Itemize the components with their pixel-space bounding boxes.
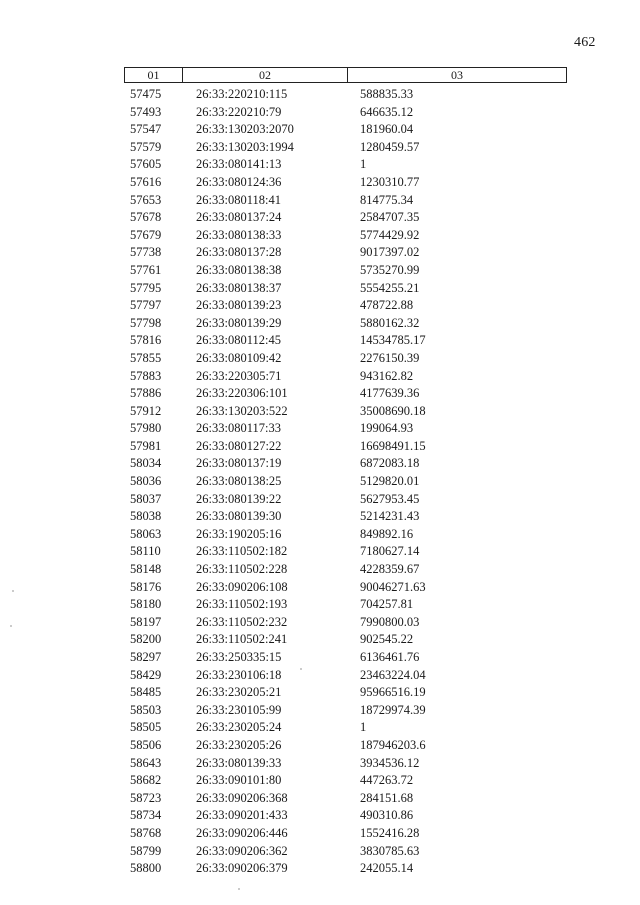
table-cell-1: 58180 xyxy=(130,597,162,612)
table-cell-3: 3934536.12 xyxy=(360,755,420,770)
table-cell-3: 1 xyxy=(360,720,367,735)
table-row xyxy=(0,614,640,632)
table-cell-2: 26:33:220210:115 xyxy=(196,87,288,101)
table-cell-3: 35008690.18 xyxy=(360,403,426,418)
table-cell-1: 57738 xyxy=(130,245,162,260)
table-row xyxy=(0,403,640,421)
table-cell-3: 478722.88 xyxy=(360,298,414,313)
table-cell-3: 588835.33 xyxy=(360,87,414,101)
table-cell-1: 57912 xyxy=(130,403,162,418)
table-cell-2: 26:33:230205:24 xyxy=(196,720,282,735)
table-cell-3: 3830785.63 xyxy=(360,843,420,858)
table-row xyxy=(0,368,640,386)
table-cell-2: 26:33:090201:433 xyxy=(196,808,288,823)
table-cell-3: 5554255.21 xyxy=(360,280,420,295)
table-cell-1: 57679 xyxy=(130,227,162,242)
table-row xyxy=(0,350,640,368)
table-cell-3: 187946203.6 xyxy=(360,737,426,752)
table-row xyxy=(0,227,640,245)
column-header-03: 03 xyxy=(451,68,463,82)
table-row xyxy=(0,420,640,438)
table-row xyxy=(0,526,640,544)
table-cell-3: 6136461.76 xyxy=(360,650,420,664)
table-cell-3: 447263.72 xyxy=(360,773,414,788)
table-row xyxy=(0,332,640,350)
table-cell-1: 58034 xyxy=(130,456,162,471)
table-cell-2: 26:33:080137:19 xyxy=(196,456,282,471)
table-cell-1: 58176 xyxy=(130,579,162,594)
table-cell-2: 26:33:230205:26 xyxy=(196,737,282,752)
table-row xyxy=(0,543,640,561)
table-header xyxy=(124,67,567,83)
table-cell-1: 58799 xyxy=(130,843,162,858)
table-cell-3: 284151.68 xyxy=(360,790,414,805)
table-cell-2: 26:33:230105:99 xyxy=(196,702,282,717)
table-cell-2: 26:33:090206:446 xyxy=(196,825,288,840)
table-row xyxy=(0,244,640,262)
table-cell-3: 5214231.43 xyxy=(360,509,420,524)
table-cell-3: 5735270.99 xyxy=(360,262,420,277)
table-cell-1: 57980 xyxy=(130,421,162,436)
table-cell-2: 26:33:090206:379 xyxy=(196,861,288,876)
table-cell-2: 26:33:110502:193 xyxy=(196,597,288,612)
table-row xyxy=(0,737,640,755)
table-row xyxy=(0,192,640,210)
table-cell-3: 14534785.17 xyxy=(360,333,426,348)
table-cell-2: 26:33:080109:42 xyxy=(196,350,282,365)
table-row xyxy=(0,508,640,526)
table-row xyxy=(0,860,640,878)
table-cell-1: 58063 xyxy=(130,526,162,541)
table-cell-3: 704257.81 xyxy=(360,597,414,612)
table-cell-3: 199064.93 xyxy=(360,421,414,436)
table-cell-3: 2276150.39 xyxy=(360,350,420,365)
table-cell-3: 4177639.36 xyxy=(360,386,420,401)
table-row xyxy=(0,719,640,737)
table-cell-3: 943162.82 xyxy=(360,368,414,383)
table-cell-1: 58485 xyxy=(130,685,162,700)
table-cell-2: 26:33:080117:33 xyxy=(196,421,281,436)
table-row xyxy=(0,174,640,192)
table-row xyxy=(0,825,640,843)
table-cell-2: 26:33:080118:41 xyxy=(196,192,281,207)
scan-speck xyxy=(300,668,302,670)
table-cell-1: 57816 xyxy=(130,333,162,348)
table-cell-2: 26:33:080141:13 xyxy=(196,157,282,172)
table-cell-1: 58503 xyxy=(130,702,162,717)
table-row xyxy=(0,455,640,473)
table-cell-3: 1230310.77 xyxy=(360,174,420,189)
table-cell-3: 181960.04 xyxy=(360,122,414,137)
table-cell-2: 26:33:090206:108 xyxy=(196,579,288,594)
table-cell-1: 58505 xyxy=(130,720,162,735)
column-header-01: 01 xyxy=(125,68,183,82)
table-cell-3: 1280459.57 xyxy=(360,139,420,154)
table-row xyxy=(0,121,640,139)
table-cell-1: 58734 xyxy=(130,808,162,823)
table-row xyxy=(0,86,640,104)
table-row xyxy=(0,315,640,333)
table-cell-3: 490310.86 xyxy=(360,808,414,823)
table-cell-1: 58197 xyxy=(130,614,162,629)
table-row xyxy=(0,579,640,597)
scan-speck xyxy=(10,625,12,627)
table-cell-1: 58038 xyxy=(130,509,162,524)
table-cell-1: 58429 xyxy=(130,667,162,682)
table-cell-2: 26:33:110502:228 xyxy=(196,562,288,577)
table-cell-2: 26:33:130203:522 xyxy=(196,403,288,418)
table-cell-3: 242055.14 xyxy=(360,861,414,876)
table-row xyxy=(0,385,640,403)
table-cell-2: 26:33:190205:16 xyxy=(196,526,282,541)
table-cell-3: 5880162.32 xyxy=(360,315,420,330)
table-cell-1: 57493 xyxy=(130,104,162,119)
table-cell-3: 2584707.35 xyxy=(360,210,420,225)
table-cell-3: 1 xyxy=(360,157,367,172)
table-cell-2: 26:33:080138:25 xyxy=(196,474,282,489)
table-row xyxy=(0,649,640,667)
table-row xyxy=(0,667,640,685)
scan-speck xyxy=(238,888,240,890)
table-cell-3: 4228359.67 xyxy=(360,562,420,577)
table-cell-1: 58036 xyxy=(130,474,162,489)
table-row xyxy=(0,843,640,861)
table-cell-3: 7180627.14 xyxy=(360,544,420,559)
table-cell-2: 26:33:080139:23 xyxy=(196,298,282,313)
table-row xyxy=(0,702,640,720)
table-cell-2: 26:33:080139:33 xyxy=(196,755,282,770)
table-row xyxy=(0,684,640,702)
table-cell-3: 646635.12 xyxy=(360,104,414,119)
table-cell-3: 7990800.03 xyxy=(360,614,420,629)
table-cell-2: 26:33:110502:232 xyxy=(196,614,288,629)
table-cell-1: 57883 xyxy=(130,368,162,383)
table-cell-1: 58800 xyxy=(130,861,162,876)
table-cell-2: 26:33:080138:33 xyxy=(196,227,282,242)
table-cell-3: 849892.16 xyxy=(360,526,414,541)
table-cell-1: 58506 xyxy=(130,737,162,752)
table-cell-2: 26:33:080139:22 xyxy=(196,491,282,506)
table-row xyxy=(0,772,640,790)
table-row xyxy=(0,561,640,579)
table-cell-2: 26:33:090101:80 xyxy=(196,773,282,788)
table-cell-3: 6872083.18 xyxy=(360,456,420,471)
table-cell-1: 57981 xyxy=(130,438,162,453)
table-cell-2: 26:33:130203:2070 xyxy=(196,122,294,137)
table-cell-2: 26:33:080138:37 xyxy=(196,280,282,295)
table-cell-1: 57579 xyxy=(130,139,162,154)
table-cell-3: 1552416.28 xyxy=(360,825,420,840)
table-cell-1: 58200 xyxy=(130,632,162,647)
table-cell-2: 26:33:080137:28 xyxy=(196,245,282,260)
table-row xyxy=(0,139,640,157)
table-row xyxy=(0,755,640,773)
table-cell-3: 90046271.63 xyxy=(360,579,426,594)
table-cell-1: 58148 xyxy=(130,562,162,577)
table-cell-1: 57761 xyxy=(130,262,162,277)
table-cell-1: 57795 xyxy=(130,280,162,295)
table-cell-2: 26:33:090206:362 xyxy=(196,843,288,858)
table-row xyxy=(0,790,640,808)
table-row xyxy=(0,297,640,315)
table-cell-3: 9017397.02 xyxy=(360,245,420,260)
table-cell-2: 26:33:250335:15 xyxy=(196,650,282,664)
table-cell-2: 26:33:110502:241 xyxy=(196,632,288,647)
table-cell-2: 26:33:090206:368 xyxy=(196,790,288,805)
table-cell-2: 26:33:220305:71 xyxy=(196,368,282,383)
table-row xyxy=(0,473,640,491)
column-header-02: 02 xyxy=(183,68,348,82)
table-cell-1: 58723 xyxy=(130,790,162,805)
table-cell-3: 18729974.39 xyxy=(360,702,426,717)
table-cell-2: 26:33:080139:30 xyxy=(196,509,282,524)
table-cell-2: 26:33:110502:182 xyxy=(196,544,288,559)
table-row xyxy=(0,280,640,298)
table-cell-2: 26:33:080127:22 xyxy=(196,438,282,453)
table-cell-1: 57475 xyxy=(130,87,162,101)
table-row xyxy=(0,262,640,280)
table-cell-1: 57855 xyxy=(130,350,162,365)
table-row xyxy=(0,596,640,614)
table-cell-1: 57678 xyxy=(130,210,162,225)
table-cell-1: 58682 xyxy=(130,773,162,788)
table-cell-3: 16698491.15 xyxy=(360,438,426,453)
table-body xyxy=(0,86,640,878)
table-cell-1: 57886 xyxy=(130,386,162,401)
table-cell-1: 57605 xyxy=(130,157,162,172)
table-cell-3: 23463224.04 xyxy=(360,667,426,682)
table-row xyxy=(0,209,640,227)
table-cell-1: 57653 xyxy=(130,192,162,207)
table-row xyxy=(0,438,640,456)
table-cell-3: 5774429.92 xyxy=(360,227,420,242)
table-cell-3: 5627953.45 xyxy=(360,491,420,506)
table-cell-1: 57616 xyxy=(130,174,162,189)
scan-speck xyxy=(12,590,14,592)
table-cell-1: 58037 xyxy=(130,491,162,506)
table-cell-2: 26:33:080139:29 xyxy=(196,315,282,330)
table-row xyxy=(0,631,640,649)
table-row xyxy=(0,807,640,825)
table-cell-2: 26:33:080124:36 xyxy=(196,174,282,189)
table-cell-2: 26:33:080112:45 xyxy=(196,333,281,348)
table-cell-2: 26:33:220306:101 xyxy=(196,386,288,401)
table-cell-1: 57547 xyxy=(130,122,162,137)
table-cell-2: 26:33:230205:21 xyxy=(196,685,282,700)
table-cell-2: 26:33:080137:24 xyxy=(196,210,282,225)
table-cell-1: 58643 xyxy=(130,755,162,770)
table-row xyxy=(0,156,640,174)
table-cell-1: 57798 xyxy=(130,315,162,330)
table-cell-2: 26:33:130203:1994 xyxy=(196,139,294,154)
table-cell-3: 902545.22 xyxy=(360,632,414,647)
table-cell-3: 95966516.19 xyxy=(360,685,426,700)
table-cell-2: 26:33:230106:18 xyxy=(196,667,282,682)
table-cell-2: 26:33:080138:38 xyxy=(196,262,282,277)
table-row xyxy=(0,491,640,509)
table-cell-3: 5129820.01 xyxy=(360,474,420,489)
table-cell-1: 58768 xyxy=(130,825,162,840)
table-cell-1: 58297 xyxy=(130,650,162,664)
table-cell-1: 57797 xyxy=(130,298,162,313)
table-cell-3: 814775.34 xyxy=(360,192,414,207)
table-row xyxy=(0,104,640,122)
page-number: 462 xyxy=(574,35,596,50)
table-cell-1: 58110 xyxy=(130,544,161,559)
table-cell-2: 26:33:220210:79 xyxy=(196,104,282,119)
